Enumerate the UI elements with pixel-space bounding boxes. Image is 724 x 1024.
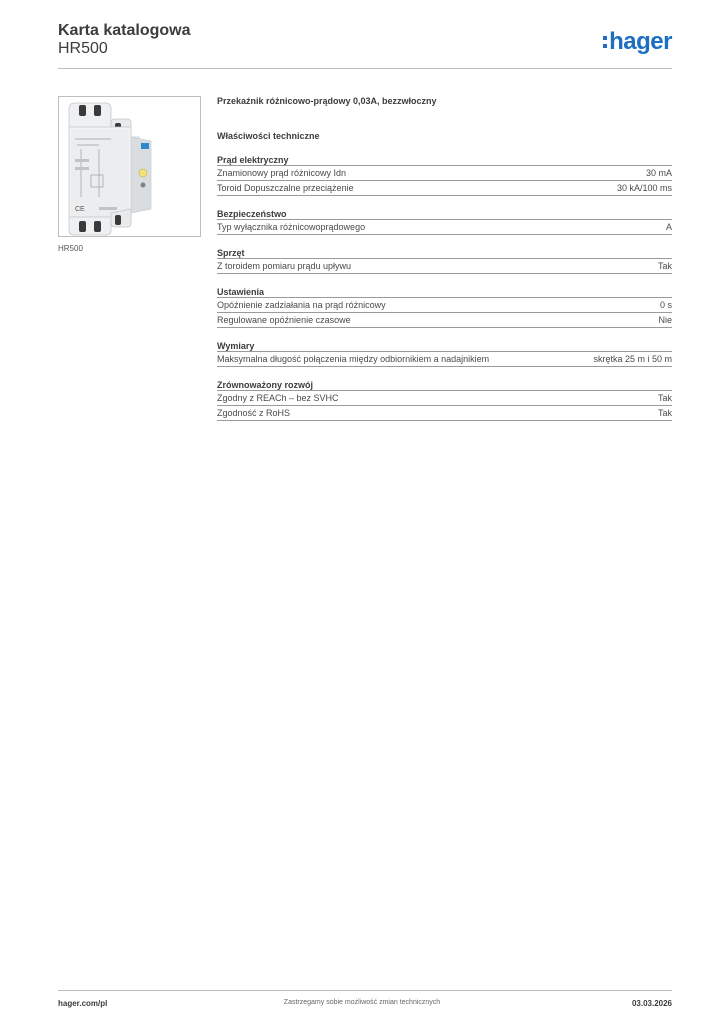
group-title: Prąd elektryczny	[217, 154, 672, 166]
group-title: Zrównoważony rozwój	[217, 379, 672, 391]
spec-row	[217, 352, 672, 367]
spec-value: 30 kA/100 ms	[616, 183, 672, 193]
spec-row	[217, 259, 672, 274]
product-image	[58, 96, 201, 237]
spec-row	[217, 391, 672, 406]
spec-group	[217, 247, 672, 274]
spec-row	[217, 313, 672, 328]
spec-label: Znamionowy prąd różnicowy Idn	[217, 168, 347, 178]
logo-text: hager	[609, 28, 672, 55]
spec-value: 30 mA	[645, 168, 672, 178]
spec-value: skrętka 25 m i 50 m	[593, 354, 672, 364]
spec-row	[217, 181, 672, 196]
spec-label: Zgodność z RoHS	[217, 408, 291, 418]
spec-group	[217, 286, 672, 328]
spec-row	[217, 220, 672, 235]
group-title: Ustawienia	[217, 286, 672, 298]
footer-website-link[interactable]: hager.com/pl	[58, 999, 108, 1008]
group-title: Sprzęt	[217, 247, 672, 259]
spec-row	[217, 298, 672, 313]
spec-label: Maksymalna długość połączenia między odbiornikiem a nadajnikiem	[217, 354, 490, 364]
spec-content	[217, 96, 672, 421]
product-description: Przekaźnik różnicowo-prądowy 0,03A, bezzwłoczny	[217, 96, 437, 106]
group-title: Wymiary	[217, 340, 672, 352]
section-title: Właściwości techniczne	[217, 131, 320, 141]
spec-label: Regulowane opóźnienie czasowe	[217, 315, 351, 325]
footer-date: 03.03.2026	[631, 999, 672, 1008]
spec-row	[217, 166, 672, 181]
spec-group	[217, 340, 672, 367]
header-divider	[58, 68, 672, 69]
spec-value: Tak	[657, 393, 672, 403]
spec-label: Toroid Dopuszczalne przeciążenie	[217, 183, 354, 193]
group-title: Bezpieczeństwo	[217, 208, 672, 220]
page-header	[58, 20, 672, 70]
spec-row	[217, 406, 672, 421]
svg-text:CE: CE	[75, 206, 85, 213]
spec-label: Zgodny z REACh – bez SVHC	[217, 393, 339, 403]
image-caption: HR500	[58, 244, 83, 253]
spec-value: 0 s	[659, 300, 672, 310]
spec-group	[217, 208, 672, 235]
footer-divider	[58, 990, 672, 991]
din-rail-relay-icon	[59, 97, 201, 237]
spec-value: Nie	[658, 315, 672, 325]
spec-group	[217, 154, 672, 196]
logo-dots-icon	[603, 36, 607, 48]
spec-label: Typ wyłącznika różnicowoprądowego	[217, 222, 366, 232]
spec-value: Tak	[657, 261, 672, 271]
hager-logo	[603, 28, 672, 56]
document-title: Karta katalogowa	[58, 22, 191, 39]
spec-value: A	[665, 222, 672, 232]
product-code-title: HR500	[58, 40, 108, 57]
spec-group	[217, 379, 672, 421]
footer-disclaimer: Zastrzegamy sobie możliwość zmian technicznych	[283, 999, 441, 1006]
spec-label: Z toroidem pomiaru prądu upływu	[217, 261, 352, 271]
spec-label: Opóźnienie zadziałania na prąd różnicowy	[217, 300, 386, 310]
spec-value: Tak	[657, 408, 672, 418]
